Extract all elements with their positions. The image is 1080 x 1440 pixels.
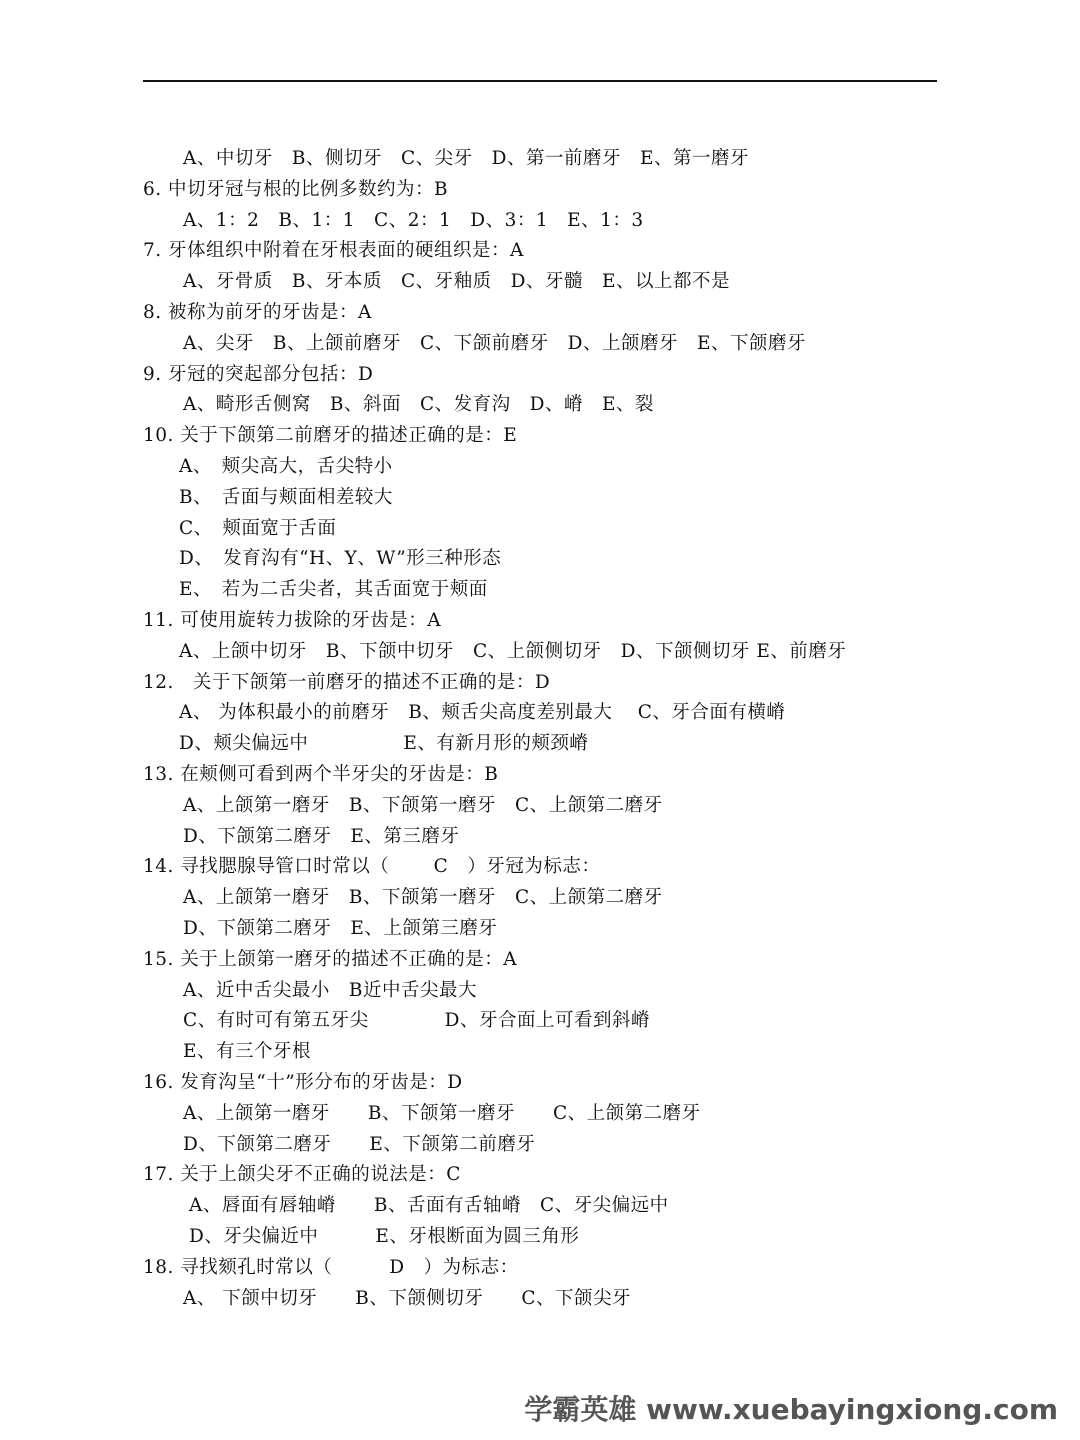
answer-options: E、有三个牙根 — [183, 1041, 312, 1063]
answer-options: A、近中舌尖最小 B近中舌尖最大 — [183, 979, 477, 1001]
answer-options: D、下颌第二磨牙 E、第三磨牙 — [183, 825, 460, 847]
answer-options: B、 舌面与颊面相差较大 — [179, 486, 393, 508]
answer-options: C、 颊面宽于舌面 — [179, 517, 337, 539]
answer-options: A、上颌第一磨牙 B、下颌第一磨牙 C、上颌第二磨牙 — [183, 794, 663, 816]
question-stem: 18. 寻找颏孔时常以（ D ）为标志： — [143, 1256, 519, 1278]
answer-options: A、唇面有唇轴嵴 B、舌面有舌轴嵴 C、牙尖偏远中 — [189, 1195, 669, 1217]
question-stem: 15. 关于上颌第一磨牙的描述不正确的是：A — [143, 948, 518, 970]
question-stem: 12. 关于下颌第一前磨牙的描述不正确的是：D — [143, 671, 551, 693]
answer-options: D、颊尖偏远中 E、有新月形的颊颈嵴 — [179, 733, 589, 755]
answer-options: D、下颌第二磨牙 E、下颌第二前磨牙 — [183, 1133, 536, 1155]
answer-options: A、上颌第一磨牙 B、下颌第一磨牙 C、上颌第二磨牙 — [183, 887, 663, 909]
answer-options: A、牙骨质 B、牙本质 C、牙釉质 D、牙髓 E、以上都不是 — [183, 271, 730, 293]
answer-options: A、 下颌中切牙 B、下颌侧切牙 C、下颌尖牙 — [183, 1287, 631, 1309]
answer-options: A、1：2 B、1：1 C、2：1 D、3：1 E、1：3 — [183, 209, 644, 231]
answer-options: A、 为体积最小的前磨牙 B、颊舌尖高度差别最大 C、牙合面有横嵴 — [179, 702, 786, 724]
answer-options: D、牙尖偏近中 E、牙根断面为圆三角形 — [189, 1226, 580, 1247]
question-stem: 13. 在颊侧可看到两个半牙尖的牙齿是：B — [143, 764, 499, 785]
question-stem: 11. 可使用旋转力拔除的牙齿是：A — [143, 610, 442, 631]
answer-options: C、有时可有第五牙尖 D、牙合面上可看到斜嵴 — [183, 1010, 650, 1032]
question-stem: 16. 发育沟呈“十”形分布的牙齿是：D — [143, 1072, 463, 1093]
answer-options: A、尖牙 B、上颌前磨牙 C、下颌前磨牙 D、上颌磨牙 E、下颌磨牙 — [183, 332, 806, 354]
question-stem: 10. 关于下颌第二前磨牙的描述正确的是：E — [143, 425, 518, 447]
header-rule — [143, 80, 937, 82]
answer-options: E、 若为二舌尖者，其舌面宽于颊面 — [179, 579, 488, 601]
answer-options: A、畸形舌侧窝 B、斜面 C、发育沟 D、嵴 E、裂 — [183, 394, 654, 416]
answer-options: D、下颌第二磨牙 E、上颌第三磨牙 — [183, 918, 498, 939]
answer-options: A、上颌中切牙 B、下颌中切牙 C、上颌侧切牙 D、下颌侧切牙 E、前磨牙 — [179, 640, 847, 662]
answer-options: D、 发育沟有“H、Y、W”形三种形态 — [179, 548, 502, 570]
answer-options: A、 颊尖高大，舌尖特小 — [179, 456, 393, 477]
question-stem: 17. 关于上颌尖牙不正确的说法是：C — [143, 1164, 461, 1186]
question-stem: 6. 中切牙冠与根的比例多数约为：B — [143, 178, 449, 200]
answer-options: A、上颌第一磨牙 B、下颌第一磨牙 C、上颌第二磨牙 — [183, 1102, 701, 1124]
answer-options: A、中切牙 B、侧切牙 C、尖牙 D、第一前磨牙 E、第一磨牙 — [183, 148, 749, 169]
question-stem: 9. 牙冠的突起部分包括：D — [143, 363, 374, 385]
question-stem: 14. 寻找腮腺导管口时常以（ C ）牙冠为标志： — [143, 856, 601, 878]
question-stem: 7. 牙体组织中附着在牙根表面的硬组织是：A — [143, 240, 524, 262]
watermark: 学霸英雄 www.xuebayingxiong.com — [524, 1393, 1058, 1426]
question-stem: 8. 被称为前牙的牙齿是：A — [143, 302, 372, 323]
